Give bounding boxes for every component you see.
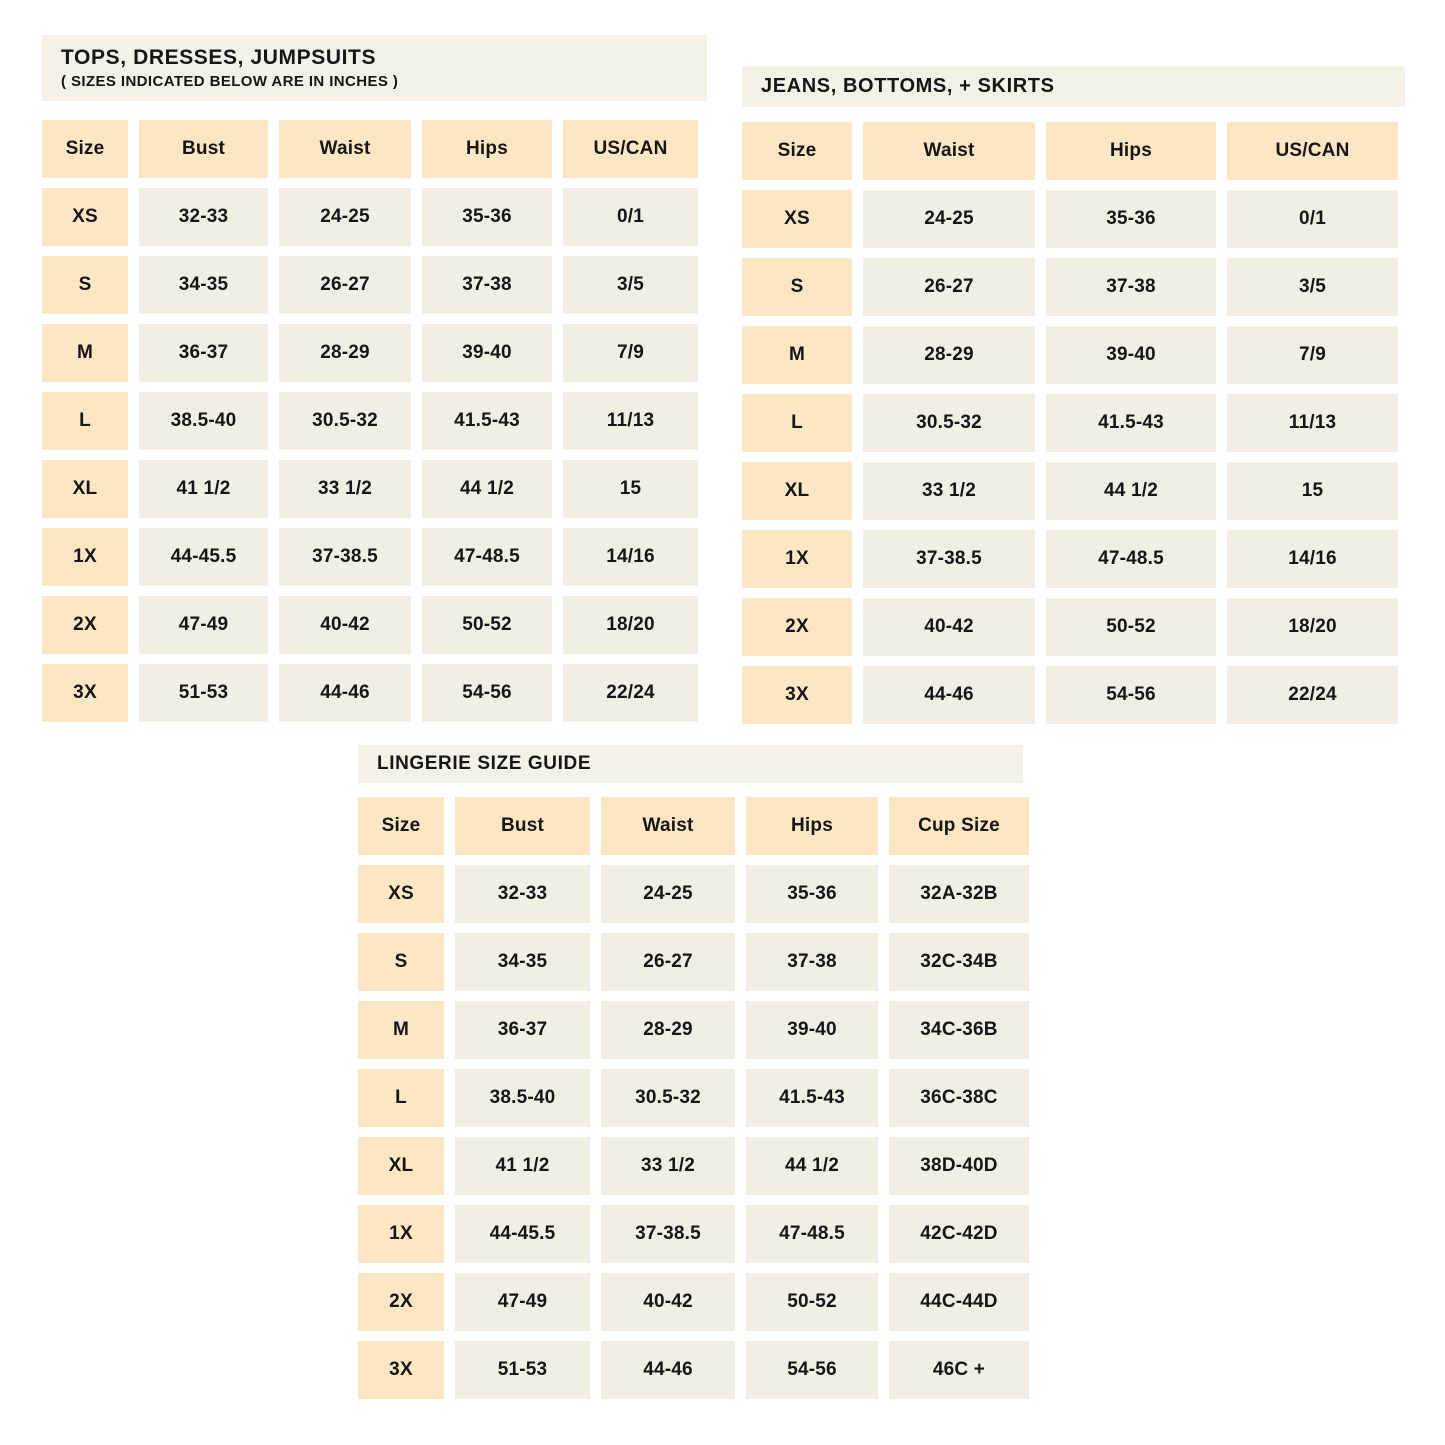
tops-row-size-label: S: [42, 256, 128, 314]
jeans-table-cell: 3/5: [1227, 258, 1398, 316]
jeans-table-cell: 7/9: [1227, 326, 1398, 384]
tops-table-grid: [42, 120, 699, 722]
lingerie-row-size-label: 1X: [358, 1205, 444, 1263]
jeans-size-table: [742, 66, 1398, 724]
jeans-table-cell: 37-38.5: [863, 530, 1035, 588]
tops-row-size-label: L: [42, 392, 128, 450]
tops-table-cell: 50-52: [422, 596, 552, 654]
tops-column-header: Hips: [422, 120, 552, 178]
tops-table-cell: 54-56: [422, 664, 552, 722]
tops-table-title: TOPS, DRESSES, JUMPSUITS: [61, 46, 377, 69]
jeans-table-cell: 50-52: [1046, 598, 1216, 656]
lingerie-column-header: Waist: [601, 797, 735, 855]
jeans-table-cell: 22/24: [1227, 666, 1398, 724]
jeans-table-cell: 44 1/2: [1046, 462, 1216, 520]
tops-row-size-label: M: [42, 324, 128, 382]
tops-table-cell: 51-53: [139, 664, 268, 722]
tops-table-cell: 40-42: [279, 596, 411, 654]
jeans-table-title: JEANS, BOTTOMS, + SKIRTS: [761, 75, 1055, 97]
lingerie-table-cell: 41 1/2: [455, 1137, 590, 1195]
tops-table-cell: 35-36: [422, 188, 552, 246]
lingerie-row-size-label: M: [358, 1001, 444, 1059]
tops-table-cell: 34-35: [139, 256, 268, 314]
tops-table-cell: 36-37: [139, 324, 268, 382]
jeans-column-header: Size: [742, 122, 852, 180]
tops-table-cell: 30.5-32: [279, 392, 411, 450]
jeans-table-cell: 11/13: [1227, 394, 1398, 452]
jeans-table-cell: 41.5-43: [1046, 394, 1216, 452]
tops-table-cell: 28-29: [279, 324, 411, 382]
lingerie-table-cell: 51-53: [455, 1341, 590, 1399]
lingerie-table-cell: 28-29: [601, 1001, 735, 1059]
jeans-table-cell: 24-25: [863, 190, 1035, 248]
jeans-table-cell: 44-46: [863, 666, 1035, 724]
lingerie-table-cell: 30.5-32: [601, 1069, 735, 1127]
lingerie-row-size-label: 2X: [358, 1273, 444, 1331]
lingerie-table-cell: 32C-34B: [889, 933, 1029, 991]
lingerie-table-cell: 38D-40D: [889, 1137, 1029, 1195]
lingerie-table-cell: 34-35: [455, 933, 590, 991]
tops-table-cell: 32-33: [139, 188, 268, 246]
tops-column-header: Size: [42, 120, 128, 178]
tops-table-cell: 47-48.5: [422, 528, 552, 586]
jeans-table-cell: 33 1/2: [863, 462, 1035, 520]
tops-table-cell: 38.5-40: [139, 392, 268, 450]
tops-table-cell: 11/13: [563, 392, 698, 450]
tops-size-table: [42, 35, 699, 722]
tops-table-cell: 39-40: [422, 324, 552, 382]
lingerie-table-cell: 36-37: [455, 1001, 590, 1059]
tops-table-subtitle: ( SIZES INDICATED BELOW ARE IN INCHES ): [61, 73, 399, 90]
tops-row-size-label: 1X: [42, 528, 128, 586]
lingerie-table-cell: 32-33: [455, 865, 590, 923]
lingerie-column-header: Size: [358, 797, 444, 855]
lingerie-table-cell: 38.5-40: [455, 1069, 590, 1127]
tops-table-cell: 44-46: [279, 664, 411, 722]
tops-row-size-label: 2X: [42, 596, 128, 654]
jeans-column-header: Waist: [863, 122, 1035, 180]
jeans-table-title-banner: [742, 66, 1405, 107]
lingerie-row-size-label: S: [358, 933, 444, 991]
jeans-column-header: Hips: [1046, 122, 1216, 180]
tops-table-cell: 41.5-43: [422, 392, 552, 450]
tops-table-cell: 37-38: [422, 256, 552, 314]
lingerie-table-cell: 37-38: [746, 933, 878, 991]
tops-table-cell: 44 1/2: [422, 460, 552, 518]
jeans-row-size-label: XL: [742, 462, 852, 520]
jeans-table-cell: 35-36: [1046, 190, 1216, 248]
tops-table-cell: 14/16: [563, 528, 698, 586]
tops-table-cell: 24-25: [279, 188, 411, 246]
lingerie-row-size-label: L: [358, 1069, 444, 1127]
lingerie-table-cell: 50-52: [746, 1273, 878, 1331]
lingerie-table-cell: 35-36: [746, 865, 878, 923]
lingerie-table-cell: 26-27: [601, 933, 735, 991]
lingerie-table-cell: 44-45.5: [455, 1205, 590, 1263]
jeans-table-cell: 40-42: [863, 598, 1035, 656]
jeans-row-size-label: M: [742, 326, 852, 384]
tops-table-cell: 0/1: [563, 188, 698, 246]
tops-table-cell: 3/5: [563, 256, 698, 314]
jeans-row-size-label: 3X: [742, 666, 852, 724]
lingerie-table-cell: 36C-38C: [889, 1069, 1029, 1127]
jeans-table-cell: 26-27: [863, 258, 1035, 316]
lingerie-table-cell: 46C +: [889, 1341, 1029, 1399]
lingerie-table-cell: 33 1/2: [601, 1137, 735, 1195]
lingerie-table-cell: 32A-32B: [889, 865, 1029, 923]
jeans-table-cell: 18/20: [1227, 598, 1398, 656]
lingerie-table-cell: 42C-42D: [889, 1205, 1029, 1263]
lingerie-table-title: LINGERIE SIZE GUIDE: [377, 753, 592, 774]
tops-column-header: Waist: [279, 120, 411, 178]
tops-table-cell: 15: [563, 460, 698, 518]
lingerie-table-cell: 44 1/2: [746, 1137, 878, 1195]
jeans-table-cell: 28-29: [863, 326, 1035, 384]
jeans-row-size-label: 2X: [742, 598, 852, 656]
jeans-row-size-label: XS: [742, 190, 852, 248]
lingerie-table-grid: [358, 797, 1032, 1399]
tops-table-cell: 44-45.5: [139, 528, 268, 586]
jeans-row-size-label: L: [742, 394, 852, 452]
lingerie-table-cell: 39-40: [746, 1001, 878, 1059]
jeans-column-header: US/CAN: [1227, 122, 1398, 180]
jeans-table-cell: 30.5-32: [863, 394, 1035, 452]
lingerie-table-cell: 41.5-43: [746, 1069, 878, 1127]
tops-table-cell: 37-38.5: [279, 528, 411, 586]
lingerie-size-table: [358, 745, 1032, 1399]
lingerie-table-title-banner: [358, 745, 1023, 783]
lingerie-table-cell: 47-49: [455, 1273, 590, 1331]
lingerie-column-header: Cup Size: [889, 797, 1029, 855]
jeans-table-cell: 14/16: [1227, 530, 1398, 588]
tops-column-header: Bust: [139, 120, 268, 178]
tops-table-title-banner: [42, 35, 707, 101]
lingerie-row-size-label: XL: [358, 1137, 444, 1195]
tops-table-cell: 18/20: [563, 596, 698, 654]
jeans-row-size-label: 1X: [742, 530, 852, 588]
lingerie-table-cell: 37-38.5: [601, 1205, 735, 1263]
tops-table-cell: 26-27: [279, 256, 411, 314]
tops-table-cell: 22/24: [563, 664, 698, 722]
tops-column-header: US/CAN: [563, 120, 698, 178]
tops-table-cell: 7/9: [563, 324, 698, 382]
lingerie-table-cell: 34C-36B: [889, 1001, 1029, 1059]
jeans-table-cell: 54-56: [1046, 666, 1216, 724]
lingerie-table-cell: 40-42: [601, 1273, 735, 1331]
jeans-table-cell: 37-38: [1046, 258, 1216, 316]
lingerie-table-cell: 24-25: [601, 865, 735, 923]
jeans-table-grid: [742, 122, 1398, 724]
lingerie-table-cell: 47-48.5: [746, 1205, 878, 1263]
jeans-table-cell: 0/1: [1227, 190, 1398, 248]
jeans-table-cell: 47-48.5: [1046, 530, 1216, 588]
tops-row-size-label: XS: [42, 188, 128, 246]
lingerie-column-header: Hips: [746, 797, 878, 855]
lingerie-column-header: Bust: [455, 797, 590, 855]
jeans-row-size-label: S: [742, 258, 852, 316]
lingerie-table-cell: 44C-44D: [889, 1273, 1029, 1331]
tops-table-cell: 33 1/2: [279, 460, 411, 518]
tops-row-size-label: XL: [42, 460, 128, 518]
lingerie-table-cell: 44-46: [601, 1341, 735, 1399]
lingerie-table-cell: 54-56: [746, 1341, 878, 1399]
jeans-table-cell: 15: [1227, 462, 1398, 520]
tops-table-cell: 41 1/2: [139, 460, 268, 518]
lingerie-row-size-label: 3X: [358, 1341, 444, 1399]
jeans-table-cell: 39-40: [1046, 326, 1216, 384]
lingerie-row-size-label: XS: [358, 865, 444, 923]
tops-table-cell: 47-49: [139, 596, 268, 654]
tops-row-size-label: 3X: [42, 664, 128, 722]
